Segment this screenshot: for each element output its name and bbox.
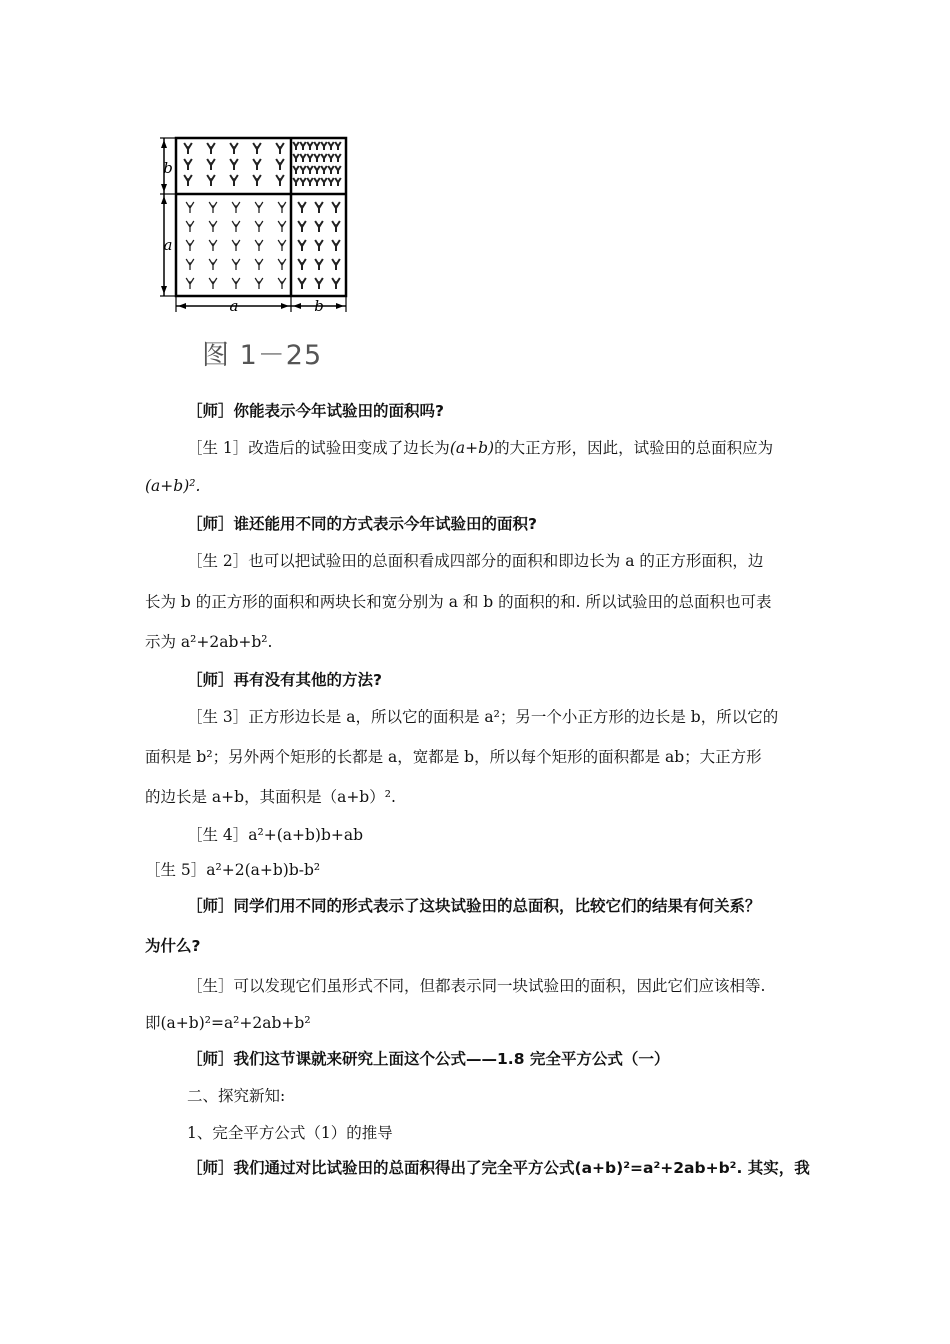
line-21: ［师］我们通过对比试验田的总面积得出了完全平方公式(a+b)²=a²+2ab+b². 其实，我 <box>187 1159 810 1177</box>
field-diagram <box>150 128 380 333</box>
label-b-bottom: b <box>314 297 324 315</box>
line-2: ［生 1］改造后的试验田变成了边长为(a+b)的大正方形，因此，试验田的总面积应为 <box>187 439 774 457</box>
line-10: 面积是 b²；另外两个矩形的长都是 a，宽都是 b，所以每个矩形的面积都是 ab；大正方形 <box>145 748 762 766</box>
label-a-bottom: a <box>229 297 239 315</box>
line-1 <box>187 401 444 421</box>
line-12: ［生 4］a²+(a+b)b+ab <box>187 826 364 844</box>
line-5: ［生 2］也可以把试验田的总面积看成四部分的面积和即边长为 a 的正方形面积，边 <box>187 552 764 570</box>
line-14: ［师］同学们用不同的形式表示了这块试验田的总面积，比较它们的结果有何关系？ <box>187 897 761 915</box>
line-19: 二、探究新知: <box>187 1087 286 1105</box>
line-18: ［师］我们这节课就来研究上面这个公式——1.8 完全平方公式（一） <box>187 1050 670 1068</box>
line-9: ［生 3］正方形边长是 a，所以它的面积是 a²；另一个小正方形的边长是 b，所以它的 <box>187 708 779 726</box>
speaker: ［生 1］ <box>187 439 249 457</box>
line-17: 即(a+b)²=a²+2ab+b² <box>145 1014 311 1032</box>
line-3: (a+b)². <box>145 477 201 495</box>
line-20: 1、完全平方公式（1）的推导 <box>187 1124 393 1142</box>
figure-caption: 图 1－25 <box>202 340 323 371</box>
line-8: ［师］再有没有其他的方法? <box>187 671 383 689</box>
label-b-left: b <box>163 159 173 177</box>
line-13: ［生 5］a²+2(a+b)b-b² <box>145 861 321 879</box>
line-6: 长为 b 的正方形的面积和两块长和宽分别为 a 和 b 的面积的和. 所以试验田的总面积也可表 <box>145 593 772 611</box>
line-15: 为什么? <box>145 937 201 955</box>
line-16: ［生］可以发现它们虽形式不同，但都表示同一块试验田的面积，因此它们应该相等. <box>187 977 766 995</box>
line-7: 示为 a²+2ab+b². <box>145 633 273 651</box>
plant-icons <box>184 142 341 289</box>
line-4: ［师］谁还能用不同的方式表示今年试验田的面积? <box>187 515 538 533</box>
line-11: 的边长是 a+b，其面积是（a+b）². <box>145 788 396 806</box>
label-a-left: a <box>163 236 173 254</box>
field-outline <box>176 138 346 296</box>
line-text: 你能表示今年试验田的面积吗? <box>233 402 445 420</box>
speaker: ［师］ <box>187 402 234 420</box>
